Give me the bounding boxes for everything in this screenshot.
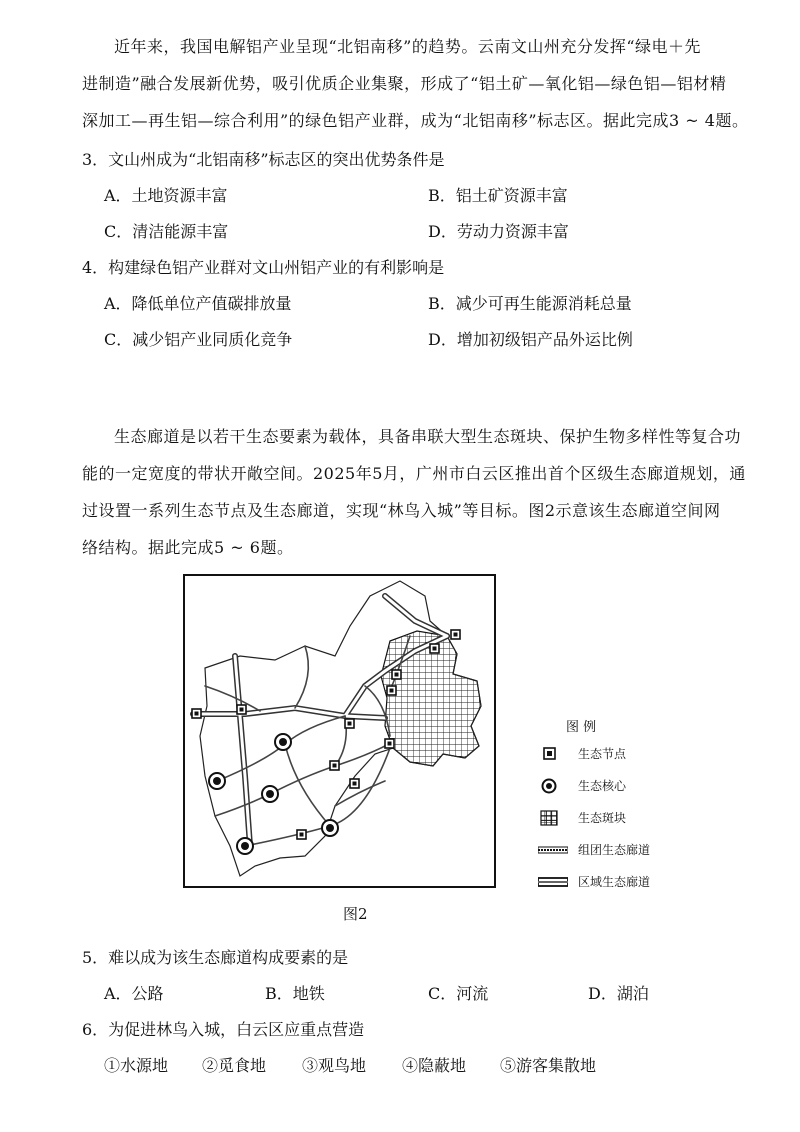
q5-option-c[interactable]: C．河流 xyxy=(428,984,489,1003)
passage-line: 近年来，我国电解铝产业呈现“北铝南移”的趋势。云南文山州充分发挥“绿电＋先 xyxy=(114,37,702,56)
q6-item-2: ②觅食地 xyxy=(202,1056,267,1075)
q4-option-b[interactable]: B．减少可再生能源消耗总量 xyxy=(428,294,632,313)
q5-option-b[interactable]: B．地铁 xyxy=(265,984,325,1003)
legend-label: 生态节点 xyxy=(578,747,627,761)
q6-item-4: ④隐蔽地 xyxy=(402,1056,467,1075)
q4-option-c[interactable]: C．减少铝产业同质化竞争 xyxy=(104,330,293,349)
q4-option-d[interactable]: D．增加初级铝产品外运比例 xyxy=(428,330,633,349)
legend-label: 生态斑块 xyxy=(578,811,627,825)
q6-item-1: ①水源地 xyxy=(104,1056,169,1075)
question-4-stem: 4．构建绿色铝产业群对文山州铝产业的有利影响是 xyxy=(82,258,445,277)
question-6-stem: 6．为促进林鸟入城，白云区应重点营造 xyxy=(82,1020,365,1039)
q6-item-3: ③观鸟地 xyxy=(302,1056,367,1075)
patch-grid-icon xyxy=(538,810,568,826)
passage-line: 络结构。据此完成5 ~ 6题。 xyxy=(82,538,294,557)
legend-label: 生态核心 xyxy=(578,779,627,793)
q3-option-d[interactable]: D．劳动力资源丰富 xyxy=(428,222,569,241)
corridor-network-map xyxy=(183,574,496,888)
passage-5-6 xyxy=(82,418,750,566)
legend-item-node xyxy=(538,744,698,764)
q4-option-a[interactable]: A．降低单位产值碳排放量 xyxy=(104,294,292,313)
question-5-stem: 5．难以成为该生态廊道构成要素的是 xyxy=(82,948,349,967)
passage-line: 进制造”融合发展新优势，吸引优质企业集聚，形成了“铝土矿—氧化铝—绿色铝—铝材精 xyxy=(82,74,727,93)
passage-line: 能的一定宽度的带状开敞空间。2025年5月，广州市白云区推出首个区级生态廊道规划，通 xyxy=(82,464,746,483)
legend-label: 组团生态廊道 xyxy=(578,843,651,857)
regional-corridor-icon xyxy=(538,874,568,890)
passage-line: 过设置一系列生态节点及生态廊道，实现“林鸟入城”等目标。图2示意该生态廊道空间网 xyxy=(82,501,721,520)
passage-line: 生态廊道是以若干生态要素为载体，具备串联大型生态斑块、保护生物多样性等复合功 xyxy=(114,427,742,446)
q6-item-5: ⑤游客集散地 xyxy=(500,1056,597,1075)
q3-option-a[interactable]: A．土地资源丰富 xyxy=(104,186,228,205)
q5-option-d[interactable]: D．湖泊 xyxy=(588,984,649,1003)
core-circle-icon xyxy=(538,778,568,794)
question-3-stem: 3．文山州成为“北铝南移”标志区的突出优势条件是 xyxy=(82,150,445,169)
legend-item-patch xyxy=(538,808,698,828)
legend-item-cluster-corridor xyxy=(538,840,698,860)
node-square-icon xyxy=(538,746,568,762)
passage-3-4 xyxy=(82,28,750,139)
map-drawing xyxy=(185,576,494,886)
legend-title: 图 例 xyxy=(566,720,597,735)
legend-item-core xyxy=(538,776,698,796)
legend-item-regional-corridor xyxy=(538,872,698,892)
q5-option-a[interactable]: A．公路 xyxy=(104,984,164,1003)
legend-label: 区域生态廊道 xyxy=(578,875,651,889)
q3-option-b[interactable]: B．铝土矿资源丰富 xyxy=(428,186,568,205)
passage-line: 深加工—再生铝—综合利用”的绿色铝产业群，成为“北铝南移”标志区。据此完成3 ~ 4题。 xyxy=(82,111,749,130)
q3-option-c[interactable]: C．清洁能源丰富 xyxy=(104,222,229,241)
figure-caption: 图2 xyxy=(343,905,368,923)
cluster-corridor-icon xyxy=(538,842,568,858)
